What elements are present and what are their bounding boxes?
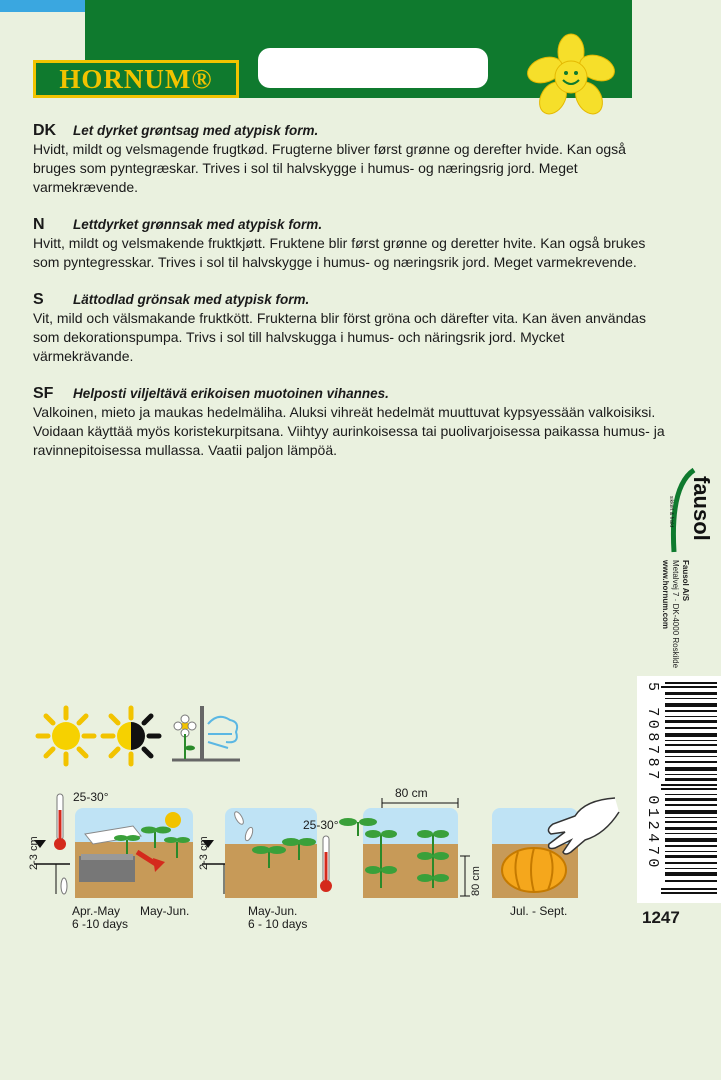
hornum-logo (33, 60, 239, 98)
fausol-logo-icon (664, 466, 714, 556)
section-subtitle: Lättodlad grönsak med atypisk form. (73, 292, 310, 307)
logo-text: HORNUM® (59, 63, 213, 94)
section-n (33, 216, 668, 272)
section-s (33, 291, 668, 366)
sheltered-location-icon (170, 704, 242, 766)
section-body: Vit, mild och välsmakande fruktkött. Frukterna blir först gröna och därefter vita. Kan även användas som dekorationspumpa. Trivs i sol till halvskugga i humus- och näringsrik jord. Mycket värmekrävande. (33, 310, 646, 364)
vendor-website: www.hornum.com (661, 560, 670, 630)
top-left-accent (0, 0, 86, 12)
germination-days-2: 6 - 10 days (248, 917, 308, 931)
label-box (258, 48, 488, 88)
section-subtitle: Helposti viljeltävä erikoisen muotoinen vihannes. (73, 386, 389, 401)
section-body: Hvitt, mildt og velsmakende fruktkjøtt. Fruktene blir først grønne og deretter hvite. Kan også brukes som pyntegresskar. Trives i sol til halvskygge i humus- og næringsrik jord. Meget varmekrevende. (33, 235, 646, 270)
sowing-tray-icon (75, 808, 193, 898)
hand-icon (535, 794, 621, 858)
section-subtitle: Lettdyrket grønnsak med atypisk form. (73, 217, 323, 232)
vendor-company: Fausol A/S (681, 560, 690, 602)
fausol-tag: sikkert & friskt (668, 496, 674, 528)
germination-temp-2: 25-30° (303, 818, 339, 832)
section-subtitle: Let dyrket grøntsag med atypisk form. (73, 123, 319, 138)
language-code: DK (33, 122, 57, 139)
spacing-measure-icon (380, 798, 460, 808)
section-dk (33, 122, 668, 197)
smiling-flower-icon (523, 32, 618, 117)
spacing-measure-icon (460, 854, 470, 898)
item-number: 1247 (642, 908, 680, 927)
section-sf (33, 385, 668, 460)
date-harvest: Jul. - Sept. (510, 904, 568, 918)
vendor-address: Metalvej 7 · DK-4000 Roskilde (671, 560, 680, 669)
section-body: Valkoinen, mieto ja maukas hedelmäliha. Aluksi vihreät hedelmät muuttuvat kypsyessään valkoisiksi. Voidaan käyttää myös koristekurpitsana. Viihtyy aurinkoisessa tai puolivarjoisessa paikassa humus- ja ravinnepitoisessa mullassa. Vaatii paljon lämpöä. (33, 404, 665, 458)
full-sun-icon (36, 706, 96, 766)
barcode-digits: 5 708787 012470 (644, 682, 661, 872)
plant-spacing-horizontal: 80 cm (395, 786, 428, 800)
plant-spacing-vertical: 80 cm (470, 866, 482, 896)
thermometer-icon (318, 834, 334, 894)
step-sowing-indoors (75, 808, 193, 898)
section-body: Hvidt, mildt og velsmagende frugtkød. Frugterne bliver først grønne og derefter hvide. Kan også bruges som pyntegræskar. Trives i sol til halvskygge i humus- og næringsrig jord. Meget varmekrævende. (33, 141, 626, 195)
fausol-brand: fausol (689, 476, 714, 541)
seedling-icon (338, 812, 378, 836)
vendor-info (660, 560, 690, 668)
date-sow-indoors: Apr.-May (72, 904, 121, 918)
description-text (33, 122, 668, 479)
date-plant-out: May-Jun. (140, 904, 190, 918)
language-code: SF (33, 385, 54, 402)
language-code: S (33, 291, 44, 308)
germination-temp-1: 25-30° (73, 790, 109, 804)
sowing-depth-1: 2-3 cm (28, 836, 40, 870)
germination-days-1: 6 -10 days (72, 917, 129, 931)
sowing-depth-2: 2-3 cm (198, 836, 210, 870)
date-sow-outdoors: May-Jun. (248, 904, 298, 918)
language-code: N (33, 216, 45, 233)
half-shade-icon (101, 706, 161, 766)
